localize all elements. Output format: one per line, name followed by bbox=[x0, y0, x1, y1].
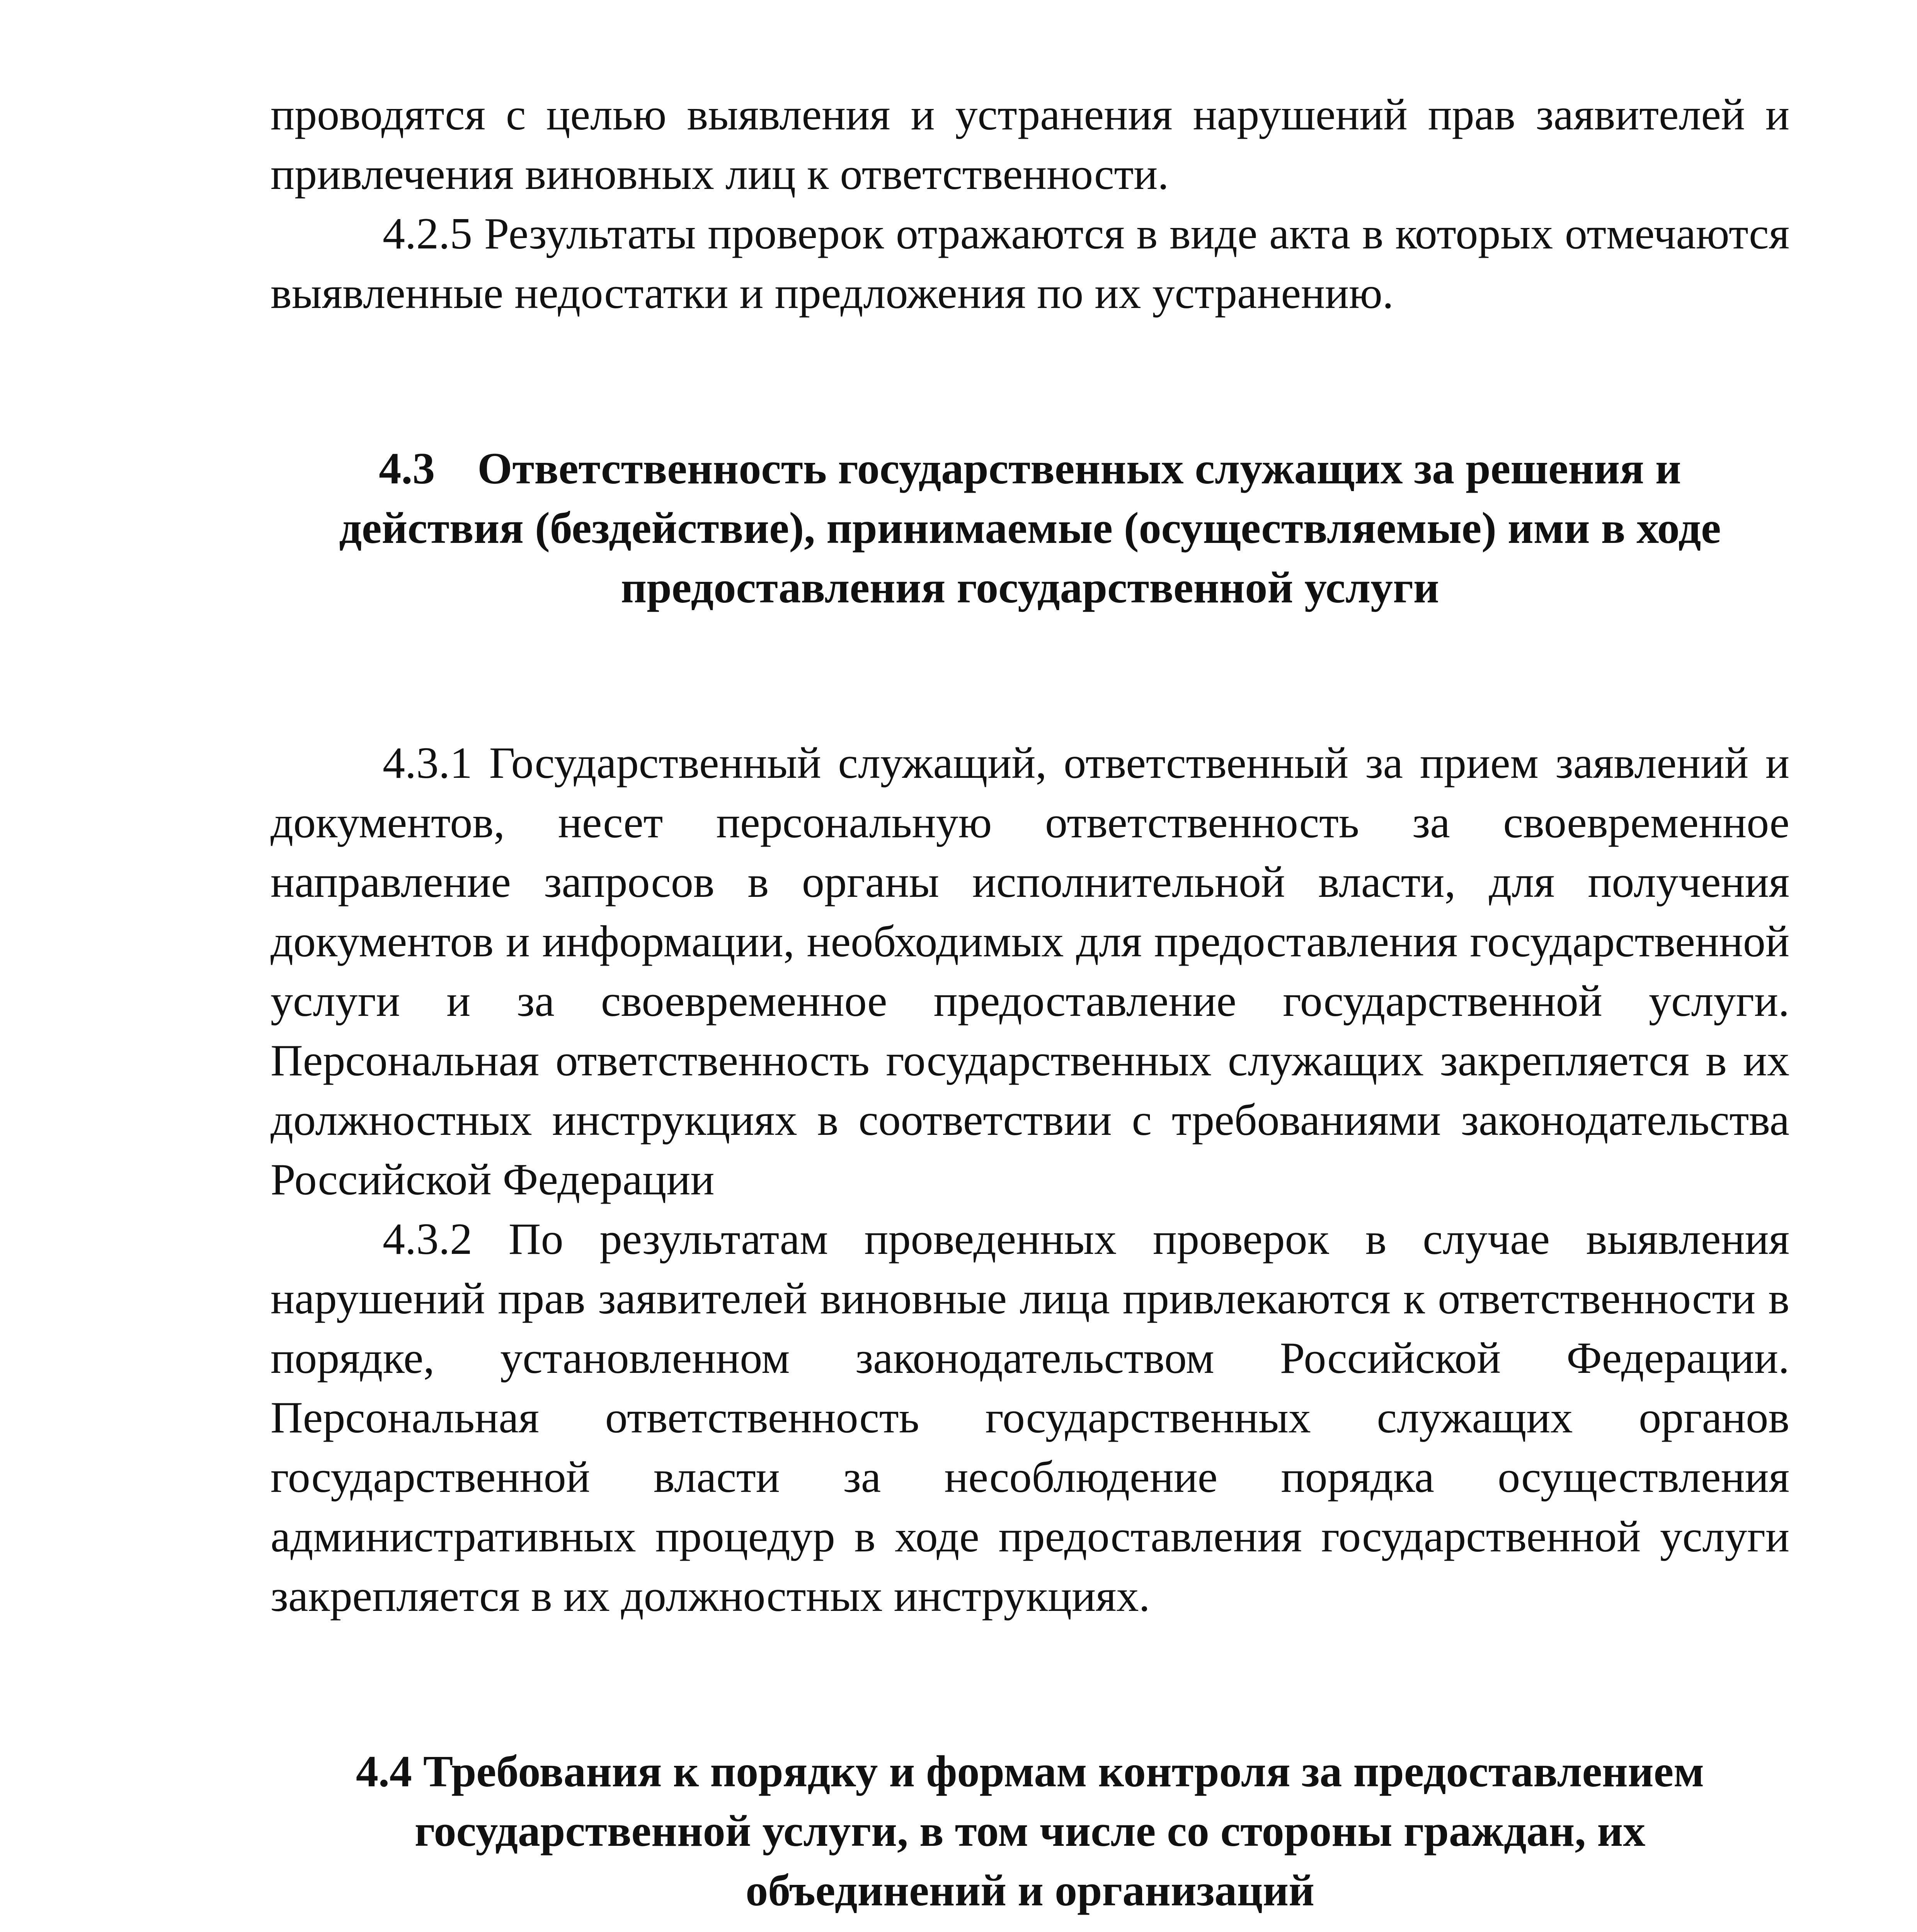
heading-4-3-line2: действия (бездействие), принимаемые (осуществляемые) ими в ходе bbox=[339, 503, 1721, 553]
document-page bbox=[271, 85, 1789, 1932]
heading-4-4-line2: государственной услуги, в том числе со стороны граждан, их bbox=[414, 1806, 1646, 1856]
heading-4-3-line1: 4.3 Ответственность государственных служащих за решения и bbox=[271, 439, 1789, 498]
heading-4-4-line3: объединений и организаций bbox=[746, 1866, 1314, 1915]
heading-4-3-line3: предоставления государственной услуги bbox=[621, 563, 1439, 612]
paragraph-4-3-1: 4.3.1 Государственный служащий, ответственный за прием заявлений и документов, несет персональную ответственность за своевременное направление запросов в органы исполнительной власти, для получения документов и информации, необходимых для предоставления государственной услуги и за своевременное предоставление государственной услуги. Персональная ответственность государственных служащих закрепляется в их должностных инструкциях в соответствии с требованиями законодательства Российской Федерации bbox=[271, 738, 1789, 1204]
paragraph-intro-continuation: проводятся с целью выявления и устранения нарушений прав заявителей и привлечения виновных лиц к ответственности. bbox=[271, 90, 1789, 199]
section-heading-4-3 bbox=[271, 439, 1789, 617]
paragraph-4-3-2: 4.3.2 По результатам проведенных проверок в случае выявления нарушений прав заявителей виновные лица привлекаются к ответственности в порядке, установленном законодательством Российской Федерации. Персональная ответственность государственных служащих органов государственной власти за несоблюдение порядка осуществления административных процедур в ходе предоставления государственной услуги закрепляется в их должностных инструкциях. bbox=[271, 1214, 1789, 1621]
heading-4-4-line1: 4.4 Требования к порядку и формам контроля за предоставлением bbox=[356, 1747, 1704, 1796]
section-heading-4-4 bbox=[271, 1742, 1789, 1920]
paragraph-4-2-5: 4.2.5 Результаты проверок отражаются в виде акта в которых отмечаются выявленные недостатки и предложения по их устранению. bbox=[271, 209, 1789, 318]
heading-4-3-number: 4.3 bbox=[379, 444, 435, 493]
